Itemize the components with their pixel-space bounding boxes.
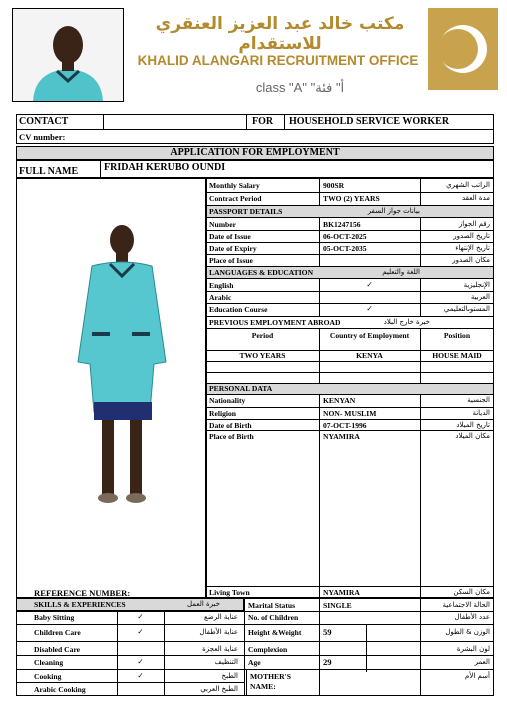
arabic-language-label: Arabic	[209, 293, 232, 302]
mother-name-label: MOTHER'S NAME:	[250, 672, 291, 691]
skill-cooking-check-icon: ✓	[137, 671, 144, 680]
birth-date-value: 07-OCT-1996	[323, 421, 367, 430]
height-weight-arabic: الوزن & الطول	[445, 628, 490, 636]
english-label: English	[209, 281, 234, 290]
skills-title: SKILLS & EXPERIENCES	[34, 600, 126, 609]
marital-status-arabic: الحالة الاجتماعية	[442, 601, 490, 609]
salary-arabic: الراتب الشهري	[446, 181, 490, 189]
headshot-portrait-icon	[13, 9, 123, 101]
previous-employment-title-arabic: خبرة خارج البلاد	[383, 318, 430, 326]
skill-baby-sitting-arabic: عناية الرضع	[204, 613, 238, 621]
contract-period-value: TWO (2) YEARS	[323, 194, 380, 203]
logo-crescent-icon	[428, 8, 498, 90]
full-name-row	[16, 160, 494, 178]
expiry-date-label: Date of Expiry	[209, 244, 257, 253]
height-weight-value: 59	[323, 627, 332, 637]
birth-place-arabic: مكان الميلاد	[455, 432, 490, 440]
contract-period-arabic: مدة العقد	[462, 194, 490, 202]
skill-disabled-care-arabic: عناية العجزة	[202, 645, 238, 653]
class-label: class "A"	[255, 80, 307, 95]
skill-arabic-cooking-arabic: الطبخ العربي	[200, 685, 238, 693]
birth-place-label: Place of Birth	[209, 432, 254, 441]
education-label: Education Course	[209, 305, 268, 314]
skill-cooking-arabic: الطبخ	[221, 672, 238, 680]
living-town-value: NYAMIRA	[323, 588, 360, 597]
skill-children-care-arabic: عناية الأطفال	[199, 628, 238, 636]
birth-date-arabic: تاريخ الميلاد	[456, 421, 490, 429]
class-arabic: "أ" فئة	[310, 80, 345, 95]
previous-position-value: HOUSE MAID	[432, 351, 482, 360]
issue-date-label: Date of Issue	[209, 232, 251, 241]
languages-title-arabic: اللغة والتعليم	[382, 268, 420, 276]
place-of-issue-arabic: مكان الصدور	[452, 256, 490, 264]
for-value: HOUSEHOLD SERVICE WORKER	[289, 116, 450, 127]
salary-value: 900SR	[323, 181, 345, 190]
age-arabic: العمر	[474, 658, 490, 666]
birth-place-value: NYAMIRA	[323, 432, 360, 441]
skill-baby-sitting-label: Baby Sitting	[34, 613, 75, 622]
birth-date-label: Date of Birth	[209, 421, 252, 430]
skills-title-arabic: خبرة العمل	[187, 600, 220, 608]
cv-row	[16, 129, 494, 144]
height-weight-label: Height &Weight	[248, 628, 302, 637]
passport-number-value: BK1247156	[323, 220, 361, 229]
for-label: FOR	[252, 116, 274, 127]
office-arabic-name: مكتب خالد عبد العزيز العنقري للاستقدام	[155, 14, 405, 54]
children-count-arabic: عدد الأطفال	[454, 613, 490, 621]
education-arabic: المستوىالتعليمي	[443, 305, 490, 313]
passport-number-arabic: رقم الجواز	[458, 220, 490, 228]
issue-date-value: 06-OCT-2025	[323, 232, 367, 241]
salary-label: Monthly Salary	[209, 181, 260, 190]
passport-title: PASSPORT DETAILS	[209, 207, 283, 216]
position-header: Position	[443, 331, 471, 340]
complexion-arabic: لون البشرة	[456, 645, 490, 653]
period-header: Period	[251, 331, 274, 340]
religion-label: Religion	[209, 409, 237, 418]
expiry-date-value: 05-OCT-2035	[323, 244, 367, 253]
skill-cooking-label: Cooking	[34, 672, 62, 681]
education-check-icon: ✓	[366, 304, 373, 313]
previous-employment-title: PREVIOUS EMPLOYMENT ABROAD	[209, 318, 341, 327]
office-name: KHALID ALANGARI RECRUITMENT OFFICE	[137, 53, 419, 68]
expiry-date-arabic: تاريخ الإنتهاء	[455, 244, 490, 252]
arabic-language-arabic: العربية	[470, 293, 490, 301]
full-name-value: FRIDAH KERUBO OUNDI	[104, 162, 226, 173]
nationality-label: Nationality	[209, 396, 246, 405]
age-label: Age	[248, 658, 261, 667]
languages-title: LANGUAGES & EDUCATION	[209, 268, 314, 277]
previous-period-value: TWO YEARS	[239, 351, 286, 360]
nationality-value: KENYAN	[323, 396, 356, 405]
age-value: 29	[323, 657, 332, 667]
nationality-arabic: الجنسية	[467, 396, 490, 404]
cv-number-label: CV number:	[19, 132, 66, 142]
skill-disabled-care-label: Disabled Care	[34, 645, 81, 654]
english-arabic: الإنجليزية	[463, 281, 490, 289]
place-of-issue-label: Place of Issue	[209, 256, 253, 265]
contact-label: CONTACT	[19, 116, 69, 127]
skill-arabic-cooking-label: Arabic Cooking	[34, 685, 86, 694]
living-town-arabic: مكان السكن	[453, 588, 490, 596]
complexion-label: Complexion	[248, 645, 288, 654]
full-name-label: FULL NAME	[19, 166, 79, 177]
previous-country-value: KENYA	[356, 351, 383, 360]
office-logo	[428, 8, 498, 90]
skill-cleaning-label: Cleaning	[34, 658, 64, 667]
mother-name-arabic: أسم الأم	[465, 672, 490, 680]
applicant-headshot-photo	[12, 8, 124, 102]
application-title: APPLICATION FOR EMPLOYMENT	[170, 147, 340, 158]
skill-cleaning-check-icon: ✓	[137, 657, 144, 666]
skill-baby-sitting-check-icon: ✓	[137, 612, 144, 621]
contract-period-label: Contract Period	[209, 194, 262, 203]
full-body-photo-icon	[70, 222, 170, 512]
english-check-icon: ✓	[366, 280, 373, 289]
children-count-label: No. of Children	[248, 613, 299, 622]
living-town-label: Living Town	[209, 588, 250, 597]
marital-status-value: SINGLE	[323, 601, 352, 610]
reference-number-label: REFERENCE NUMBER:	[34, 588, 131, 598]
personal-data-title: PERSONAL DATA	[209, 384, 273, 393]
marital-status-label: Marital Status	[248, 601, 296, 610]
religion-arabic: الديانة	[472, 409, 490, 417]
skill-children-care-label: Children Care	[34, 628, 81, 637]
passport-title-arabic: بيانات جواز السفر	[367, 207, 420, 215]
office-class	[200, 80, 400, 96]
issue-date-arabic: تاريخ الصدور	[453, 232, 490, 240]
skill-children-care-check-icon: ✓	[137, 627, 144, 636]
passport-number-label: Number	[209, 220, 236, 229]
skill-cleaning-arabic: التنظيف	[214, 658, 238, 666]
country-header: Country of Employment	[329, 331, 410, 340]
religion-value: NON- MUSLIM	[323, 409, 377, 418]
